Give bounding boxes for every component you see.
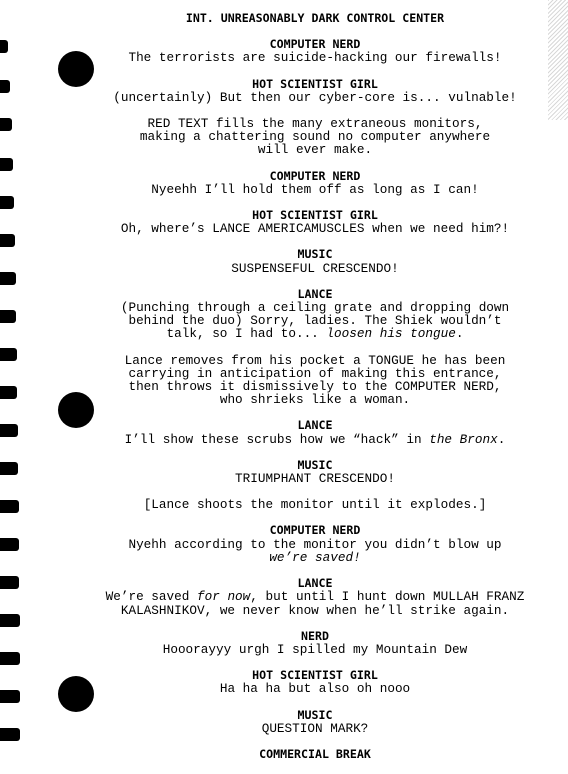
script-body [90,12,540,774]
dialogue-block [90,78,540,104]
binding-tooth [0,234,15,247]
dialogue-line: (uncertainly) But then our cyber-core is... vulnable! [113,89,517,105]
music-cue-block [90,709,540,735]
dialogue-block [90,170,540,196]
binding-tooth [0,348,17,361]
dialogue-block [90,577,540,617]
scan-edge-shading [548,0,568,120]
character-name: COMPUTER NERD [269,168,361,183]
action-line: will ever make. [257,142,373,158]
music-cue-label: MUSIC [297,457,333,472]
dialogue-emphasis: the Bronx [429,431,498,447]
music-cue-label: MUSIC [297,247,333,262]
dialogue-line: Hooorayyy urgh I spilled my Mountain Dew [162,641,468,657]
dialogue-line: KALASHNIKOV, we never know when he’ll strike again. [120,602,510,618]
action-line: [Lance shoots the monitor until it explodes.] [143,497,487,513]
binding-tooth [0,80,10,93]
action-line: then throws it dismissively to the COMPUTER NERD, [128,379,502,395]
binding-tooth [0,652,20,665]
dialogue-text: , but until I hunt down MULLAH FRANZ [250,589,525,605]
binding-tooth [0,728,20,741]
character-name: COMPUTER NERD [269,37,361,52]
dialogue-text: . [455,326,464,342]
character-name: HOT SCIENTIST GIRL [252,208,378,223]
dialogue-text: . [497,431,506,447]
binding-tooth [0,196,14,209]
dialogue-block [90,209,540,235]
character-name: HOT SCIENTIST GIRL [252,76,378,91]
music-cue-block [90,248,540,274]
binding-tooth [0,424,18,437]
character-name: COMPUTER NERD [269,523,361,538]
punch-hole [58,392,94,428]
binding-tooth [0,690,20,703]
dialogue-emphasis: loosen his tongue [326,326,456,342]
scene-heading-block [90,12,540,25]
binding-tooth [0,576,19,589]
action-line: RED TEXT fills the many extraneous monitors, [147,116,483,132]
dialogue-block [90,419,540,445]
binding-tooth [0,614,20,627]
dialogue-line [90,327,540,340]
dialogue-block [90,38,540,64]
dialogue-block [90,288,540,341]
binding-edge [0,0,22,750]
action-line: making a chattering sound no computer anywhere [139,129,491,145]
binding-tooth [0,158,13,171]
dialogue-line: Nyehh according to the monitor you didn’t blow up [128,536,502,552]
dialogue-line: Nyeehh I’ll hold them off as long as I can! [151,181,479,197]
music-cue: QUESTION MARK? [261,720,369,736]
dialogue-line [90,433,540,446]
binding-tooth [0,538,19,551]
music-cue-block [90,459,540,485]
commercial-break-heading: COMMERCIAL BREAK [259,746,371,761]
dialogue-text: We’re saved [105,589,197,605]
dialogue-line: (Punching through a ceiling grate and dropping down [120,300,510,316]
binding-tooth [0,272,16,285]
action-line: who shrieks like a woman. [219,392,411,408]
music-cue: SUSPENSEFUL CRESCENDO! [231,260,399,276]
dialogue-line: Oh, where’s LANCE AMERICAMUSCLES when we need him?! [120,221,510,237]
dialogue-block [90,524,540,564]
music-cue: TRIUMPHANT CRESCENDO! [235,471,395,487]
binding-tooth [0,118,12,131]
character-name: LANCE [297,286,333,301]
dialogue-emphasis: we’re saved! [269,549,361,565]
character-name: LANCE [297,576,333,591]
dialogue-emphasis: for now [196,589,251,605]
dialogue-line [90,551,540,564]
action-block [90,498,540,511]
character-name: HOT SCIENTIST GIRL [252,668,378,683]
action-line: carrying in anticipation of making this entrance, [128,365,502,381]
character-name: LANCE [297,418,333,433]
binding-tooth [0,310,16,323]
action-block [90,117,540,157]
punch-hole [58,51,94,87]
dialogue-line: The terrorists are suicide-hacking our firewalls! [128,50,502,66]
binding-tooth [0,462,18,475]
music-cue-label: MUSIC [297,707,333,722]
dialogue-line: Ha ha ha but also oh nooo [219,681,411,697]
dialogue-line: behind the duo) Sorry, ladies. The Shiek wouldn’t [128,313,502,329]
character-name: NERD [301,628,329,643]
scene-heading: INT. UNREASONABLY DARK CONTROL CENTER [185,11,445,25]
binding-tooth [0,40,8,53]
action-block [90,354,540,407]
dialogue-block [90,669,540,695]
binding-tooth [0,500,19,513]
binding-tooth [0,386,17,399]
dialogue-text: talk, so I had to... [166,326,327,342]
punch-hole [58,676,94,712]
action-line: Lance removes from his pocket a TONGUE he has been [124,352,506,368]
dialogue-text: I’ll show these scrubs how we “hack” in [124,431,430,447]
dialogue-block [90,630,540,656]
dialogue-line [90,590,540,603]
